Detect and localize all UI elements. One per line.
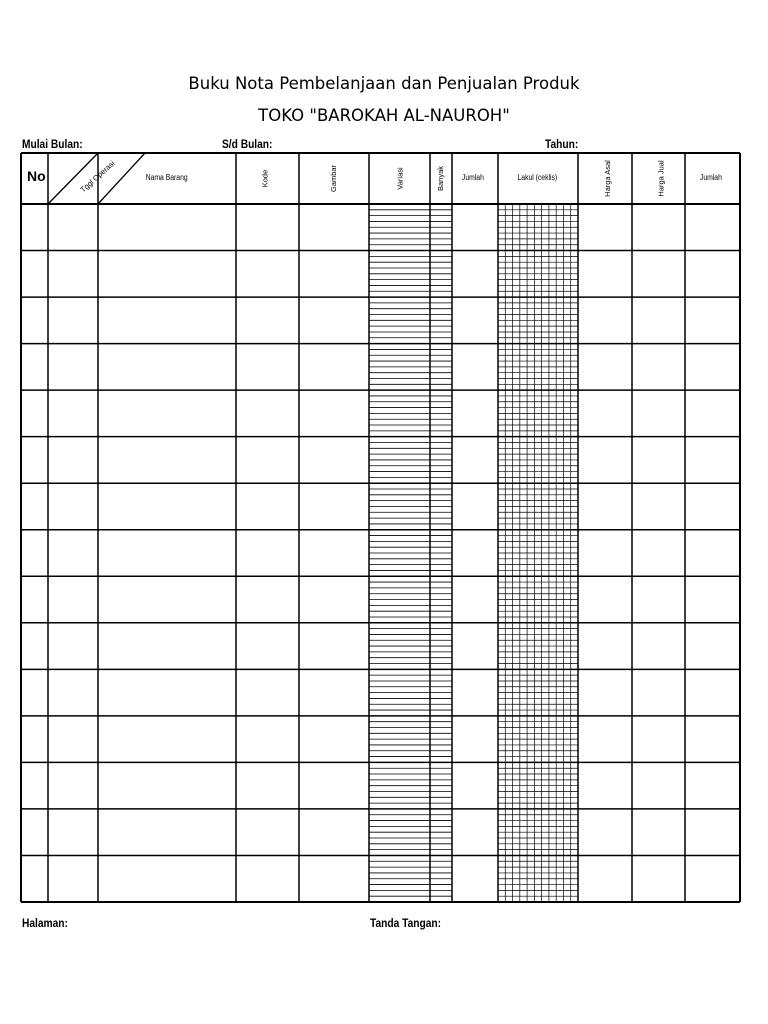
header-total-2: Jumlah — [699, 173, 722, 182]
header-variation: Variasi — [395, 167, 405, 190]
header-cost-price: Harga Asal — [602, 160, 612, 197]
header-image: Gambar — [329, 164, 339, 193]
header-sale-price: Harga Jual — [656, 160, 666, 197]
signature-label: Tanda Tangan: — [370, 916, 442, 930]
end-month-label: S/d Bulan: — [222, 137, 273, 151]
header-date: Tggl Operasi — [78, 158, 117, 195]
header-code: Kode — [260, 169, 270, 188]
header-total-1: Jumlah — [461, 173, 484, 182]
header-sold: Lakul (ceklis) — [517, 173, 558, 182]
year-label: Tahun: — [545, 137, 579, 151]
header-no: No — [27, 168, 46, 184]
start-month-label: Mulai Bulan: — [22, 137, 83, 151]
header-item-name: Nama Barang — [145, 173, 188, 182]
document-title: Buku Nota Pembelanjaan dan Penjualan Produk — [188, 74, 580, 93]
page-label: Halaman: — [22, 916, 68, 930]
header-diagonal-right — [98, 153, 145, 204]
document-subtitle: TOKO "BAROKAH AL-NAUROH" — [258, 106, 510, 125]
header-quantity: Banyak — [436, 165, 446, 192]
